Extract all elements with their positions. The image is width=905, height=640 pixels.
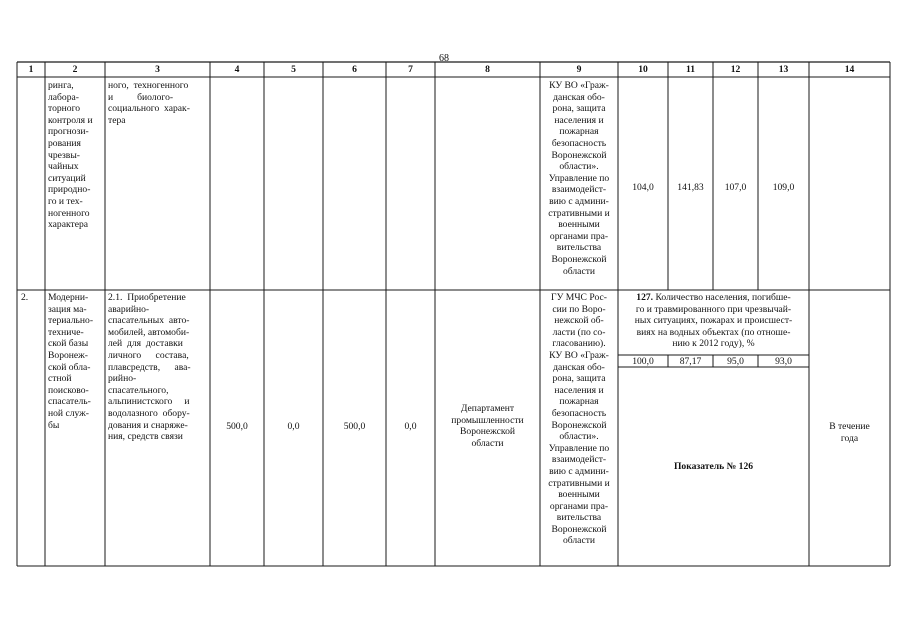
header-col-2: 2 [72, 64, 78, 75]
header-col-4: 4 [234, 64, 240, 75]
row2-col10-cell: 100,0 [632, 356, 654, 367]
row2-col7-cell: 0,0 [404, 421, 417, 432]
indicator-reference: Показатель № 126 [673, 461, 754, 472]
header-col-8: 8 [485, 64, 490, 75]
header-col-14: 14 [844, 64, 855, 75]
row1-col10-cell: 104,0 [632, 182, 654, 193]
row2-col13-cell: 93,0 [775, 356, 792, 367]
header-col-11: 11 [685, 64, 696, 75]
row2-col9-cell: ГУ МЧС Рос- сии по Воро- нежской об- ласти (по со- гласованию). КУ ВО «Граж- данская обо- рона, защита населения и пожарная безопасность Воронежской области». Управление по взаимодейст- вию с админи- стративными и военными органами пра- вительства Воронежской области [548, 292, 610, 547]
header-col-1: 1 [28, 64, 34, 75]
header-col-13: 13 [778, 64, 789, 75]
indicator-number: 127. [636, 292, 654, 303]
row2-col6-cell: 500,0 [343, 421, 366, 432]
row1-col11-cell: 141,83 [677, 182, 704, 193]
row1-col12-cell: 107,0 [724, 182, 747, 193]
header-col-7: 7 [408, 64, 413, 75]
row2-col8-cell: Департамент промышленности Воронежской области [451, 403, 524, 449]
row1-col2-cell: ринга, лабора- торного контроля и прогнози- рования чрезвы- чайных ситуаций природно- го и тех- ногенного характера [48, 80, 93, 231]
row2-col2-cell: Модерни- зация ма- териально- техниче- ской базы Воронеж- ской обла- стной поисково- спасатель- ной служ- бы [48, 292, 94, 431]
row2-col12-cell: 95,0 [727, 356, 744, 367]
row2-number-cell: 2. [21, 292, 29, 303]
row2-col5-cell: 0,0 [287, 421, 300, 432]
row2-col3-cell: 2.1. Приобретение аварийно- спасательных авто- мобилей, автомоби- лей для доставки личного состава, плавсредств, ава- рийно- спасательного, альпинистского и водолазного обору- дования и снаряже- ния, средств связи [108, 292, 191, 443]
header-col-5: 5 [291, 64, 296, 75]
row1-col3-cell: ного, техногенного и биолого- социального харак- тера [108, 80, 190, 126]
header-col-3: 3 [155, 64, 160, 75]
header-col-12: 12 [730, 64, 741, 75]
header-col-6: 6 [352, 64, 357, 75]
row1-col13-cell: 109,0 [772, 182, 795, 193]
indicator-text [618, 292, 809, 350]
row2-col4-cell: 500,0 [226, 421, 248, 432]
header-col-10: 10 [638, 64, 648, 75]
row1-col9-cell: КУ ВО «Граж- данская обо- рона, защита населения и пожарная безопасность Воронежской области». Управление по взаимодейст- вию с админи- стративными и военными органами пра- вительства Воронежской области [548, 80, 610, 277]
header-col-9: 9 [576, 64, 582, 75]
row2-col14-cell: В течение года [829, 421, 870, 444]
page-number: 68 [439, 53, 449, 64]
row2-col11-cell: 87,17 [679, 356, 702, 367]
indicator-description: Количество населения, погибше- го и травмированного при чрезвычай- ных ситуациях, пожарах и происшест- виях на водных объектах (по отноше- нию к 2012 году), % [634, 292, 793, 350]
